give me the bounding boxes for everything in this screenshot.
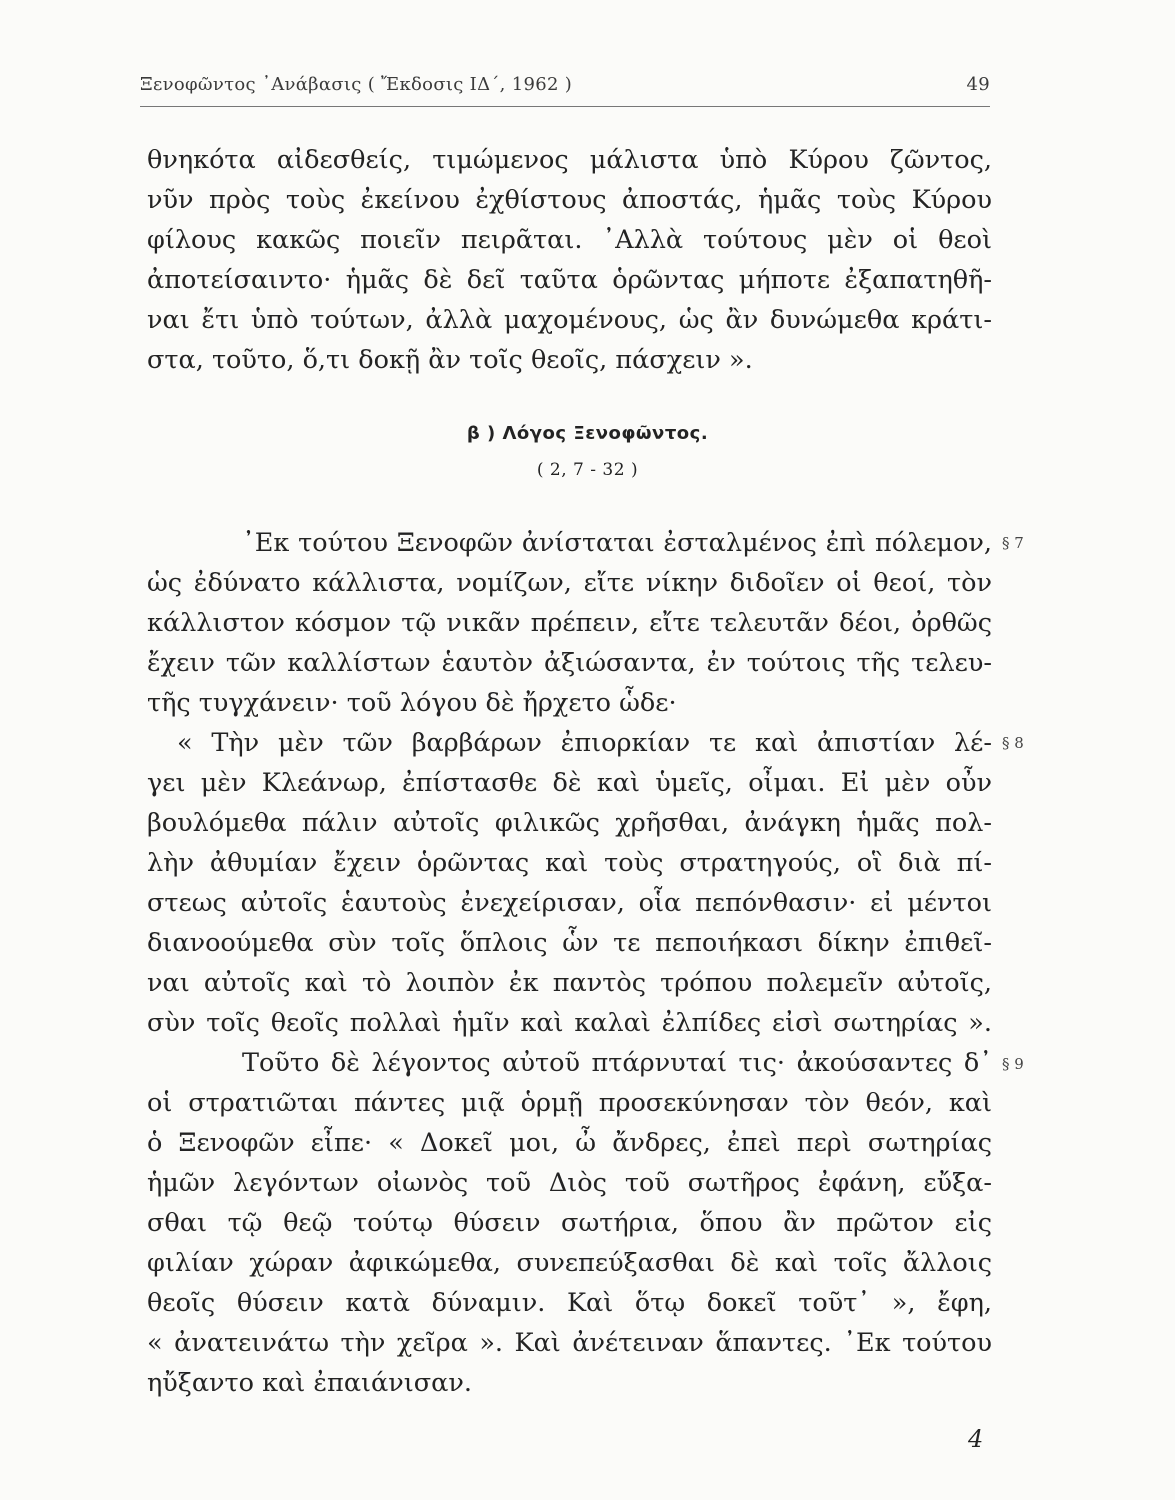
text-line: οἱ στρατιῶται πάντες μιᾷ ὁρμῇ προσεκύνησαν τὸν θεόν, καὶ xyxy=(147,1088,992,1118)
signature-mark: 4 xyxy=(968,1425,984,1453)
text-line: ναι ἔτι ὑπὸ τούτων, ἀλλὰ μαχομένους, ὡς ἂν δυνώμεθα κράτι- xyxy=(147,305,992,335)
margin-section-9: § 9 xyxy=(1002,1055,1024,1073)
text-line: σὺν τοῖς θεοῖς πολλαὶ ἡμῖν καὶ καλαὶ ἐλπίδες εἰσὶ σωτηρίας ». xyxy=(147,1008,992,1038)
text-line: θνηκότα αἰδεσθείς, τιμώμενος μάλιστα ὑπὸ Κύρου ζῶντος, xyxy=(147,145,992,175)
text-line: λὴν ἀθυμίαν ἔχειν ὁρῶντας καὶ τοὺς στρατηγούς, οἳ διὰ πί- xyxy=(147,848,992,878)
text-line: ἡμῶν λεγόντων οἰωνὸς τοῦ Διὸς τοῦ σωτῆρος ἐφάνη, εὔξα- xyxy=(147,1168,992,1198)
text-line: νῦν πρὸς τοὺς ἐκείνου ἐχθίστους ἀποστάς, ἡμᾶς τοὺς Κύρου xyxy=(147,185,992,215)
text-line: θεοῖς θύσειν κατὰ δύναμιν. Καὶ ὅτῳ δοκεῖ τοῦτ᾿ », ἔφη, xyxy=(147,1288,992,1318)
text-line: φίλους κακῶς ποιεῖν πειρᾶται. ᾿Αλλὰ τούτους μὲν οἱ θεοὶ xyxy=(147,225,992,255)
text-line: ηὔξαντο καὶ ἐπαιάνισαν. xyxy=(147,1368,472,1398)
section-reference: ( 2, 7 - 32 ) xyxy=(536,460,639,480)
text-line: σθαι τῷ θεῷ τούτῳ θύσειν σωτήρια, ὅπου ἂν πρῶτον εἰς xyxy=(147,1208,992,1238)
page-number: 49 xyxy=(966,74,990,95)
running-head xyxy=(140,74,990,95)
text-line: « ἀνατεινάτω τὴν χεῖρα ». Καὶ ἀνέτειναν ἅπαντες. ᾿Εκ τούτου xyxy=(147,1328,992,1358)
running-head-title: Ξενοφῶντος ᾿Ανάβασις ( Ἔκδοσις ΙΔ΄, 1962 ) xyxy=(140,74,573,95)
margin-section-8: § 8 xyxy=(1002,734,1024,752)
text-line: ἀποτείσαιντο· ἡμᾶς δὲ δεῖ ταῦτα ὁρῶντας μήποτε ἐξαπατηθῆ- xyxy=(147,265,992,295)
text-line: διανοούμεθα σὺν τοῖς ὅπλοις ὧν τε πεποιήκασι δίκην ἐπιθεῖ- xyxy=(147,928,992,958)
text-line: γει μὲν Κλεάνωρ, ἐπίστασθε δὲ καὶ ὑμεῖς, οἶμαι. Εἰ μὲν οὖν xyxy=(147,768,992,798)
margin-section-7: § 7 xyxy=(1002,534,1024,552)
text-line: Τοῦτο δὲ λέγοντος αὐτοῦ πτάρνυταί τις· ἀκούσαντες δ᾿ xyxy=(242,1048,992,1078)
text-line: ἔχειν τῶν καλλίστων ἑαυτὸν ἀξιώσαντα, ἐν τούτοις τῆς τελευ- xyxy=(147,648,992,678)
text-line: στα, τοῦτο, ὅ,τι δοκῇ ἂν τοῖς θεοῖς, πάσχειν ». xyxy=(147,345,753,375)
text-line: στεως αὐτοῖς ἑαυτοὺς ἐνεχείρισαν, οἷα πεπόνθασιν· εἰ μέντοι xyxy=(147,888,992,918)
text-line: « Τὴν μὲν τῶν βαρβάρων ἐπιορκίαν τε καὶ ἀπιστίαν λέ- xyxy=(177,728,992,758)
text-line: ὁ Ξενοφῶν εἶπε· « Δοκεῖ μοι, ὦ ἄνδρες, ἐπεὶ περὶ σωτηρίας xyxy=(147,1128,992,1158)
text-line: τῆς τυγχάνειν· τοῦ λόγου δὲ ἤρχετο ὧδε· xyxy=(147,688,677,718)
text-line: βουλόμεθα πάλιν αὐτοῖς φιλικῶς χρῆσθαι, ἀνάγκη ἡμᾶς πολ- xyxy=(147,808,992,838)
text-line: ναι αὐτοῖς καὶ τὸ λοιπὸν ἐκ παντὸς τρόπου πολεμεῖν αὐτοῖς, xyxy=(147,968,992,998)
paragraph-1 xyxy=(147,140,992,380)
text-line: κάλλιστον κόσμον τῷ νικᾶν πρέπειν, εἴτε τελευτᾶν δέοι, ὀρθῶς xyxy=(147,608,992,638)
section-heading: β ) Λόγος Ξενοφῶντος. xyxy=(466,423,709,444)
main-text xyxy=(147,523,992,1403)
header-rule xyxy=(140,106,990,107)
text-line: φιλίαν χώραν ἀφικώμεθα, συνεπεύξασθαι δὲ καὶ τοῖς ἄλλοις xyxy=(147,1248,992,1278)
text-line: ᾿Εκ τούτου Ξενοφῶν ἀνίσταται ἐσταλμένος ἐπὶ πόλεμον, xyxy=(242,528,992,558)
text-line: ὡς ἐδύνατο κάλλιστα, νομίζων, εἴτε νίκην διδοῖεν οἱ θεοί, τὸν xyxy=(147,568,992,598)
